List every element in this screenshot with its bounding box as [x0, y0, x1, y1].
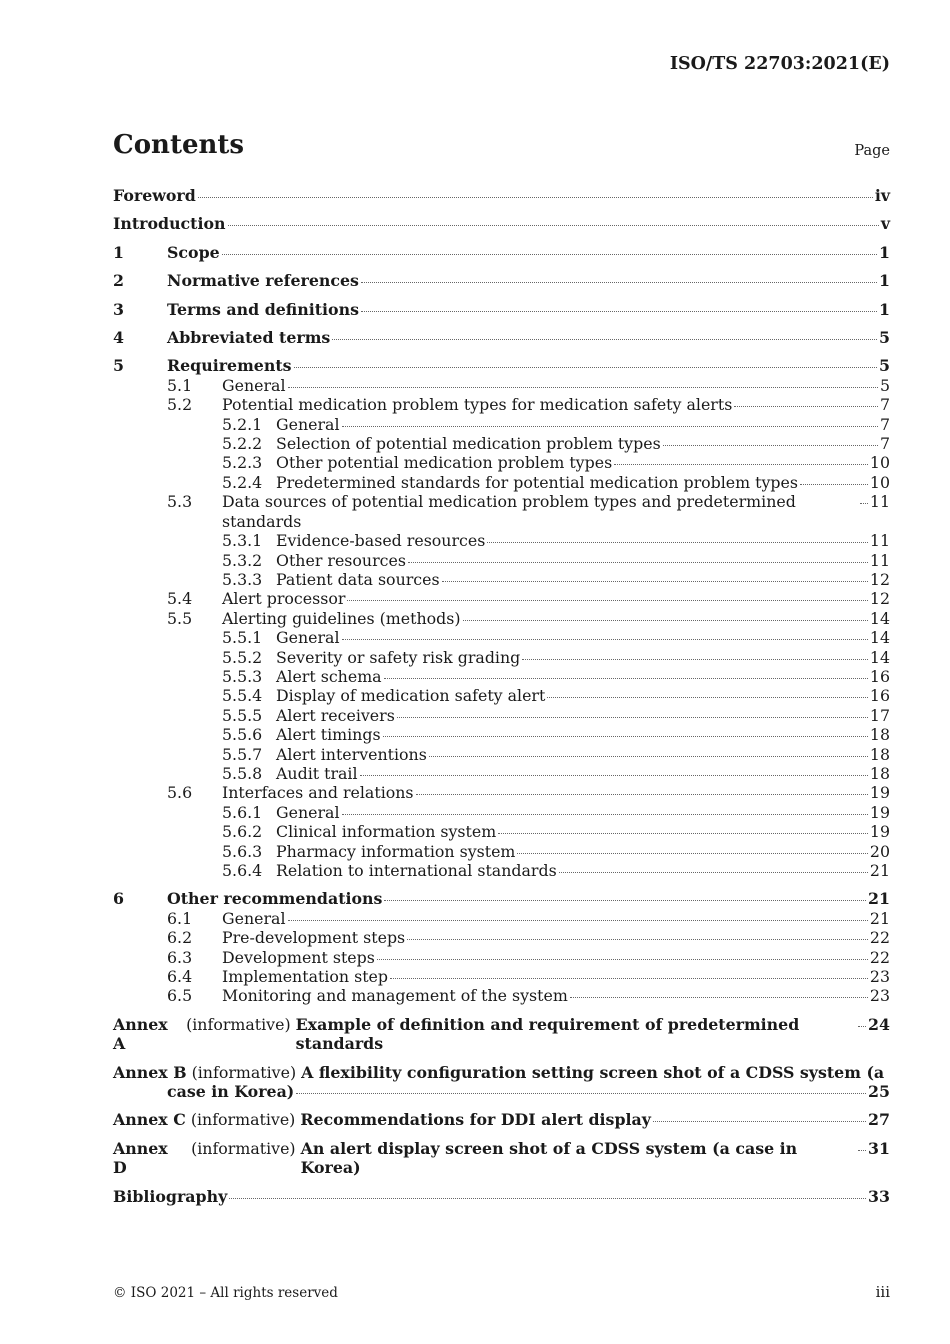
toc-leader — [734, 406, 878, 407]
annex-a-informative: (informative) — [186, 1014, 291, 1034]
toc-entry-title: Predetermined standards for potential medication problem types — [276, 472, 798, 492]
toc-entry-title: Pharmacy information system — [276, 841, 516, 861]
toc-entry-number: 5 — [113, 356, 124, 376]
toc-leader — [229, 1198, 866, 1199]
toc-leader — [559, 872, 868, 873]
toc-entry[interactable] — [113, 243, 890, 262]
toc-entry-number: 6 — [113, 889, 124, 909]
toc-entry[interactable] — [113, 889, 890, 908]
toc-entry-title: Potential medication problem types for medication safety alerts — [222, 395, 733, 415]
annex-b-label: Annex B — [113, 1062, 187, 1082]
contents-title: Contents — [113, 130, 245, 160]
toc-entry-page: 21 — [868, 889, 890, 909]
toc-entry-number: 5.6.2 — [222, 822, 263, 842]
toc-leader — [614, 464, 868, 465]
toc-entry-page: 7 — [879, 434, 890, 454]
toc-leader — [342, 639, 868, 640]
toc-leader — [390, 978, 868, 979]
toc-entry-page: 10 — [869, 453, 890, 473]
toc-entry[interactable] — [113, 783, 890, 802]
toc-entry-title: Patient data sources — [276, 569, 440, 589]
toc-entry-page: 16 — [869, 666, 890, 686]
toc-entry-page: 14 — [869, 647, 890, 667]
toc-entry[interactable] — [113, 648, 890, 667]
toc-entry-number: 3 — [113, 299, 124, 319]
toc-leader — [858, 1026, 866, 1027]
toc-entry-number: 5.2.3 — [222, 453, 263, 473]
toc-leader — [547, 697, 868, 698]
toc-leader — [800, 484, 868, 485]
table-of-contents — [113, 186, 890, 1206]
toc-entry-title: Terms and definitions — [167, 299, 359, 319]
toc-entry-page: iv — [874, 186, 890, 205]
toc-entry[interactable] — [113, 706, 890, 725]
document-id: ISO/TS 22703:2021(E) — [669, 54, 890, 74]
toc-entry-number: 5.5.1 — [222, 628, 263, 648]
toc-leader — [498, 833, 868, 834]
bibliography-page: 33 — [868, 1186, 890, 1206]
toc-entry-page: 12 — [869, 589, 890, 609]
toc-entry-number: 5.5 — [167, 608, 193, 628]
toc-entry-title: Clinical information system — [276, 822, 497, 842]
toc-entry-number: 5.6 — [167, 783, 193, 803]
toc-leader — [463, 620, 868, 621]
toc-leader — [288, 387, 878, 388]
toc-entry-number: 5.6.1 — [222, 802, 263, 822]
toc-entry-title: General — [276, 628, 340, 648]
toc-entry-number: 5.6.3 — [222, 841, 263, 861]
toc-entry[interactable] — [113, 356, 890, 375]
annex-d-page: 31 — [868, 1138, 890, 1158]
annex-b-page: 25 — [868, 1082, 890, 1102]
toc-entry[interactable] — [113, 967, 890, 986]
toc-entry-page: 5 — [879, 356, 890, 376]
toc-entry-title: General — [276, 414, 340, 434]
toc-entry-page: 14 — [869, 608, 890, 628]
toc-entry-page: 23 — [869, 967, 890, 987]
toc-entry-number: 5.2.4 — [222, 472, 263, 492]
toc-leader — [407, 939, 868, 940]
annex-c-title: Recommendations for DDI alert display — [300, 1110, 651, 1130]
toc-entry-number: 5.3.3 — [222, 569, 263, 589]
annex-b-title-line1: A flexibility configuration setting screen shot of a CDSS system (a — [301, 1062, 885, 1082]
toc-entry-title: Display of medication safety alert — [276, 686, 546, 706]
toc-leader — [383, 736, 868, 737]
toc-leader — [517, 853, 867, 854]
toc-entry-number: 5.2.2 — [222, 434, 263, 454]
toc-entry-number: 5.2.1 — [222, 414, 263, 434]
toc-entry[interactable] — [113, 434, 890, 453]
toc-entry-number: 5.5.2 — [222, 647, 263, 667]
toc-entry-page: 19 — [869, 802, 890, 822]
toc-entry-title: Alert timings — [276, 725, 381, 745]
toc-entry-title: Relation to international standards — [276, 861, 557, 880]
toc-entry-title: Requirements — [167, 356, 292, 376]
toc-entry-number: 6.3 — [167, 947, 193, 967]
toc-entry-page: 21 — [869, 908, 890, 928]
toc-entry-page: 22 — [869, 947, 890, 967]
toc-entry-title: Implementation step — [222, 967, 389, 987]
toc-entry-number: 5.3.2 — [222, 550, 263, 570]
toc-entry[interactable] — [113, 395, 890, 414]
toc-leader — [288, 920, 868, 921]
toc-leader — [653, 1121, 866, 1122]
toc-entry[interactable] — [113, 667, 890, 686]
toc-entry[interactable] — [113, 822, 890, 841]
toc-entry[interactable] — [113, 531, 890, 550]
toc-entry-title: Alert processor — [222, 589, 346, 609]
toc-leader — [384, 900, 866, 901]
toc-leader — [342, 814, 868, 815]
annex-c-informative: (informative) — [190, 1110, 296, 1130]
toc-entry-page: 1 — [879, 271, 890, 291]
toc-leader — [198, 197, 873, 198]
toc-entry-page: 5 — [879, 328, 890, 348]
toc-entry[interactable] — [113, 415, 890, 434]
toc-entry-title: Other potential medication problem types — [276, 453, 613, 473]
toc-entry[interactable] — [113, 745, 890, 764]
toc-entry-title: Foreword — [113, 186, 196, 205]
toc-entry-title: Alert receivers — [276, 705, 395, 725]
toc-entry-page: 12 — [869, 569, 890, 589]
toc-entry-title: Alert schema — [276, 666, 382, 686]
toc-entry-title: Pre-development steps — [222, 928, 406, 948]
toc-leader — [361, 282, 877, 283]
toc-entry-number: 5.1 — [167, 375, 193, 395]
toc-entry-page: 7 — [879, 414, 890, 434]
toc-leader — [384, 678, 868, 679]
toc-entry[interactable] — [113, 186, 890, 205]
copyright-notice: © ISO 2021 – All rights reserved — [113, 1285, 338, 1301]
toc-entry[interactable] — [113, 473, 890, 492]
toc-entry[interactable] — [113, 570, 890, 589]
toc-entry-page: 11 — [869, 492, 890, 512]
toc-entry-page: 11 — [869, 550, 890, 570]
toc-entry-title: Introduction — [113, 214, 226, 234]
toc-entry-page: 1 — [879, 242, 890, 262]
toc-entry-page: 5 — [879, 375, 890, 395]
toc-entry[interactable] — [113, 214, 890, 233]
toc-entry-title: Other resources — [276, 550, 406, 570]
toc-entry[interactable] — [113, 842, 890, 861]
toc-entry-title: Scope — [167, 242, 220, 262]
annex-d-informative: (informative) — [191, 1138, 296, 1158]
annex-c-page: 27 — [868, 1110, 890, 1130]
toc-entry-number: 2 — [113, 271, 124, 291]
bibliography-entry[interactable] — [113, 1187, 890, 1206]
toc-entry-title: General — [222, 375, 286, 395]
toc-entry[interactable] — [113, 328, 890, 347]
toc-entry-number: 5.3 — [167, 492, 193, 512]
annex-d-title: An alert display screen shot of a CDSS system (a case in Korea) — [300, 1138, 798, 1178]
toc-entry-number: 5.4 — [167, 589, 193, 609]
toc-entry-number: 6.5 — [167, 986, 193, 1006]
toc-entry[interactable] — [113, 589, 890, 608]
toc-entry-page: 19 — [869, 822, 890, 842]
toc-leader — [347, 600, 868, 601]
toc-entry-title: Data sources of potential medication problem types and predetermined standards — [222, 492, 796, 531]
toc-entry-page: 22 — [869, 928, 890, 948]
toc-entry-number: 5.3.1 — [222, 531, 263, 551]
toc-leader — [663, 445, 878, 446]
toc-entry-page: 14 — [869, 628, 890, 648]
toc-entry-page: v — [880, 214, 890, 234]
toc-entry-title: General — [222, 908, 286, 928]
toc-leader — [442, 581, 868, 582]
toc-entry[interactable] — [113, 376, 890, 395]
toc-entry[interactable] — [113, 453, 890, 472]
toc-entry-title: General — [276, 802, 340, 822]
toc-entry[interactable] — [113, 764, 890, 783]
toc-leader — [294, 367, 877, 368]
toc-entry[interactable] — [113, 725, 890, 744]
toc-entry-title: Selection of potential medication problem types — [276, 434, 661, 454]
annex-b-informative: (informative) — [191, 1062, 297, 1082]
toc-entry-page: 16 — [869, 686, 890, 706]
toc-entry-title: Evidence-based resources — [276, 531, 486, 551]
toc-entry[interactable] — [113, 492, 890, 531]
toc-entry-number: 6.1 — [167, 908, 193, 928]
toc-entry-page: 18 — [869, 763, 890, 783]
annex-c-entry[interactable] — [113, 1110, 890, 1129]
toc-entry-page: 20 — [869, 841, 890, 861]
toc-leader — [397, 717, 868, 718]
toc-leader — [522, 659, 868, 660]
toc-entry-number: 5.5.4 — [222, 686, 263, 706]
annex-d-entry[interactable] — [113, 1139, 890, 1178]
toc-entry-number: 5.2 — [167, 395, 193, 415]
page-number: iii — [875, 1283, 890, 1301]
toc-entry[interactable] — [113, 861, 890, 880]
toc-entry-number: 5.5.6 — [222, 725, 263, 745]
page-column-label: Page — [854, 143, 890, 159]
toc-entry-page: 23 — [869, 986, 890, 1006]
toc-entry[interactable] — [113, 928, 890, 947]
toc-leader — [332, 339, 877, 340]
annex-d-label: Annex D — [113, 1138, 168, 1178]
annex-a-title: Example of definition and requirement of predetermined standards — [295, 1014, 800, 1054]
toc-entry-title: Monitoring and management of the system — [222, 986, 568, 1006]
toc-entry[interactable] — [113, 948, 890, 967]
toc-entry-title: Severity or safety risk grading — [276, 647, 521, 667]
toc-entry-number: 6.4 — [167, 967, 193, 987]
annex-a-label: Annex A — [113, 1014, 168, 1054]
toc-entry-number: 5.5.7 — [222, 744, 263, 764]
toc-entry-title: Interfaces and relations — [222, 783, 414, 803]
toc-entry-number: 5.5.8 — [222, 763, 263, 783]
toc-entry-page: 10 — [869, 472, 890, 492]
toc-entry-title: Alert interventions — [276, 744, 427, 764]
toc-entry-page: 19 — [869, 783, 890, 803]
toc-entry-title: Development steps — [222, 947, 375, 967]
annex-a-entry[interactable] — [113, 1015, 890, 1054]
toc-entry[interactable] — [113, 803, 890, 822]
toc-entry-page: 17 — [869, 705, 890, 725]
toc-entry-title: Alerting guidelines (methods) — [222, 608, 461, 628]
annex-a-page: 24 — [868, 1014, 890, 1034]
annex-b-entry[interactable] — [113, 1063, 890, 1102]
toc-entry-title: Abbreviated terms — [167, 328, 331, 348]
toc-entry[interactable] — [113, 986, 890, 1005]
toc-entry[interactable] — [113, 686, 890, 705]
toc-leader — [222, 254, 877, 255]
toc-entry-title: Audit trail — [276, 763, 358, 783]
toc-entry-number: 1 — [113, 242, 124, 262]
toc-entry[interactable] — [113, 628, 890, 647]
toc-leader — [361, 311, 877, 312]
toc-entry-number: 5.5.3 — [222, 666, 263, 686]
toc-leader — [858, 1150, 866, 1151]
toc-entry-number: 5.5.5 — [222, 705, 263, 725]
toc-leader — [416, 794, 868, 795]
toc-leader — [408, 562, 868, 563]
toc-leader — [360, 775, 868, 776]
toc-leader — [228, 225, 879, 226]
toc-entry[interactable] — [113, 271, 890, 290]
toc-leader — [377, 959, 868, 960]
toc-leader — [342, 426, 878, 427]
toc-entry-page: 21 — [869, 861, 890, 880]
toc-entry-number: 6.2 — [167, 928, 193, 948]
toc-entry-page: 18 — [869, 744, 890, 764]
toc-leader — [860, 503, 868, 504]
toc-entry-page: 11 — [869, 531, 890, 551]
toc-leader — [570, 997, 868, 998]
annex-b-title-line2: case in Korea) — [167, 1082, 295, 1102]
toc-entry[interactable] — [113, 909, 890, 928]
toc-entry[interactable] — [113, 551, 890, 570]
toc-entry-number: 5.6.4 — [222, 861, 263, 880]
toc-entry-page: 7 — [879, 395, 890, 415]
toc-entry-page: 18 — [869, 725, 890, 745]
bibliography-title: Bibliography — [113, 1186, 228, 1206]
toc-entry[interactable] — [113, 300, 890, 319]
toc-entry[interactable] — [113, 609, 890, 628]
toc-entry-number: 4 — [113, 328, 124, 348]
toc-leader — [487, 542, 868, 543]
toc-leader — [429, 756, 868, 757]
toc-entry-page: 1 — [879, 299, 890, 319]
annex-c-label: Annex C — [113, 1110, 186, 1130]
toc-entry-title: Normative references — [167, 271, 359, 291]
toc-leader — [296, 1093, 866, 1094]
toc-entry-title: Other recommendations — [167, 889, 383, 909]
